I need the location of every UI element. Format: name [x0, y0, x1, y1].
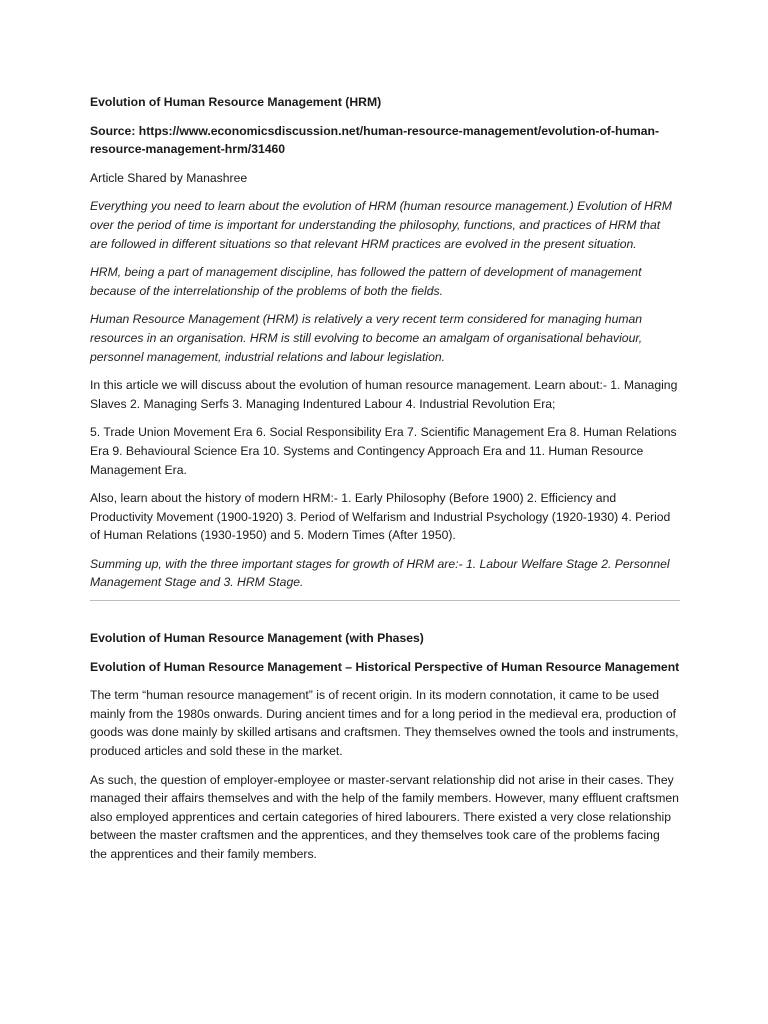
historical-perspective-heading: Evolution of Human Resource Management – Historical Perspective of Human Resource Management	[90, 659, 680, 674]
learn-about-paragraph-2: 5. Trade Union Movement Era 6. Social Responsibility Era 7. Scientific Management Era 8. Human Relations Era 9. Behavioural Science Era 10. Systems and Contingency Approach Era and 11. Human Resource Management Era.	[90, 425, 677, 477]
document-page	[90, 93, 680, 864]
body-paragraph-2: As such, the question of employer-employee or master-servant relationship did not arise in their cases. They managed their affairs themselves and with the help of the family members. However, many effluent craftsmen also employed apprentices and certain categories of hired labourers. There existed a very close relationship between the master craftsmen and the apprentices, and they themselves took care of the problems facing the apprentices and their family members.	[90, 772, 679, 861]
author-line: Article Shared by Manashree	[90, 170, 248, 185]
phases-heading: Evolution of Human Resource Management (with Phases)	[90, 631, 424, 646]
source-line: Source: https://www.economicsdiscussion.net/human-resource-management/evolution-of-human-resource-management-hrm/31460	[90, 123, 660, 157]
intro-paragraph-3: Human Resource Management (HRM) is relatively a very recent term considered for managing human resources in an organisation. HRM is still evolving to become an amalgam of organisational behaviour, personnel management, industrial relations and labour legislation.	[90, 312, 643, 364]
summary-paragraph: Summing up, with the three important stages for growth of HRM are:- 1. Labour Welfare Stage 2. Personnel Management Stage and 3. HRM Stage.	[90, 556, 670, 590]
document-title: Evolution of Human Resource Management (HRM)	[90, 95, 382, 109]
body-paragraph-1: The term “human resource management” is of recent origin. In its modern connotation, it came to be used mainly from the 1980s onwards. During ancient times and for a long period in the medieval era, production of goods was done mainly by skilled artisans and craftsmen. They themselves owned the tools and instruments, produced articles and sold these in the market.	[90, 688, 679, 759]
intro-paragraph-1: Everything you need to learn about the evolution of HRM (human resource management.) Evolution of HRM over the period of time is important for understanding the philosophy, functions, and practices of HRM that are followed in different situations so that relevant HRM practices are evolved in the present situation.	[90, 199, 672, 251]
history-paragraph: Also, learn about the history of modern HRM:- 1. Early Philosophy (Before 1900) 2. Efficiency and Productivity Movement (1900-1920) 3. Period of Welfarism and Industrial Psychology (1920-1930) 4. Period of Human Relations (1930-1950) and 5. Modern Times (After 1950).	[90, 491, 671, 543]
learn-about-paragraph-1: In this article we will discuss about the evolution of human resource management. Learn about:- 1. Managing Slaves 2. Managing Serfs 3. Managing Indentured Labour 4. Industrial Revolution Era;	[90, 378, 678, 411]
intro-paragraph-2: HRM, being a part of management discipline, has followed the pattern of development of management because of the interrelationship of the problems of both the fields.	[90, 265, 642, 298]
